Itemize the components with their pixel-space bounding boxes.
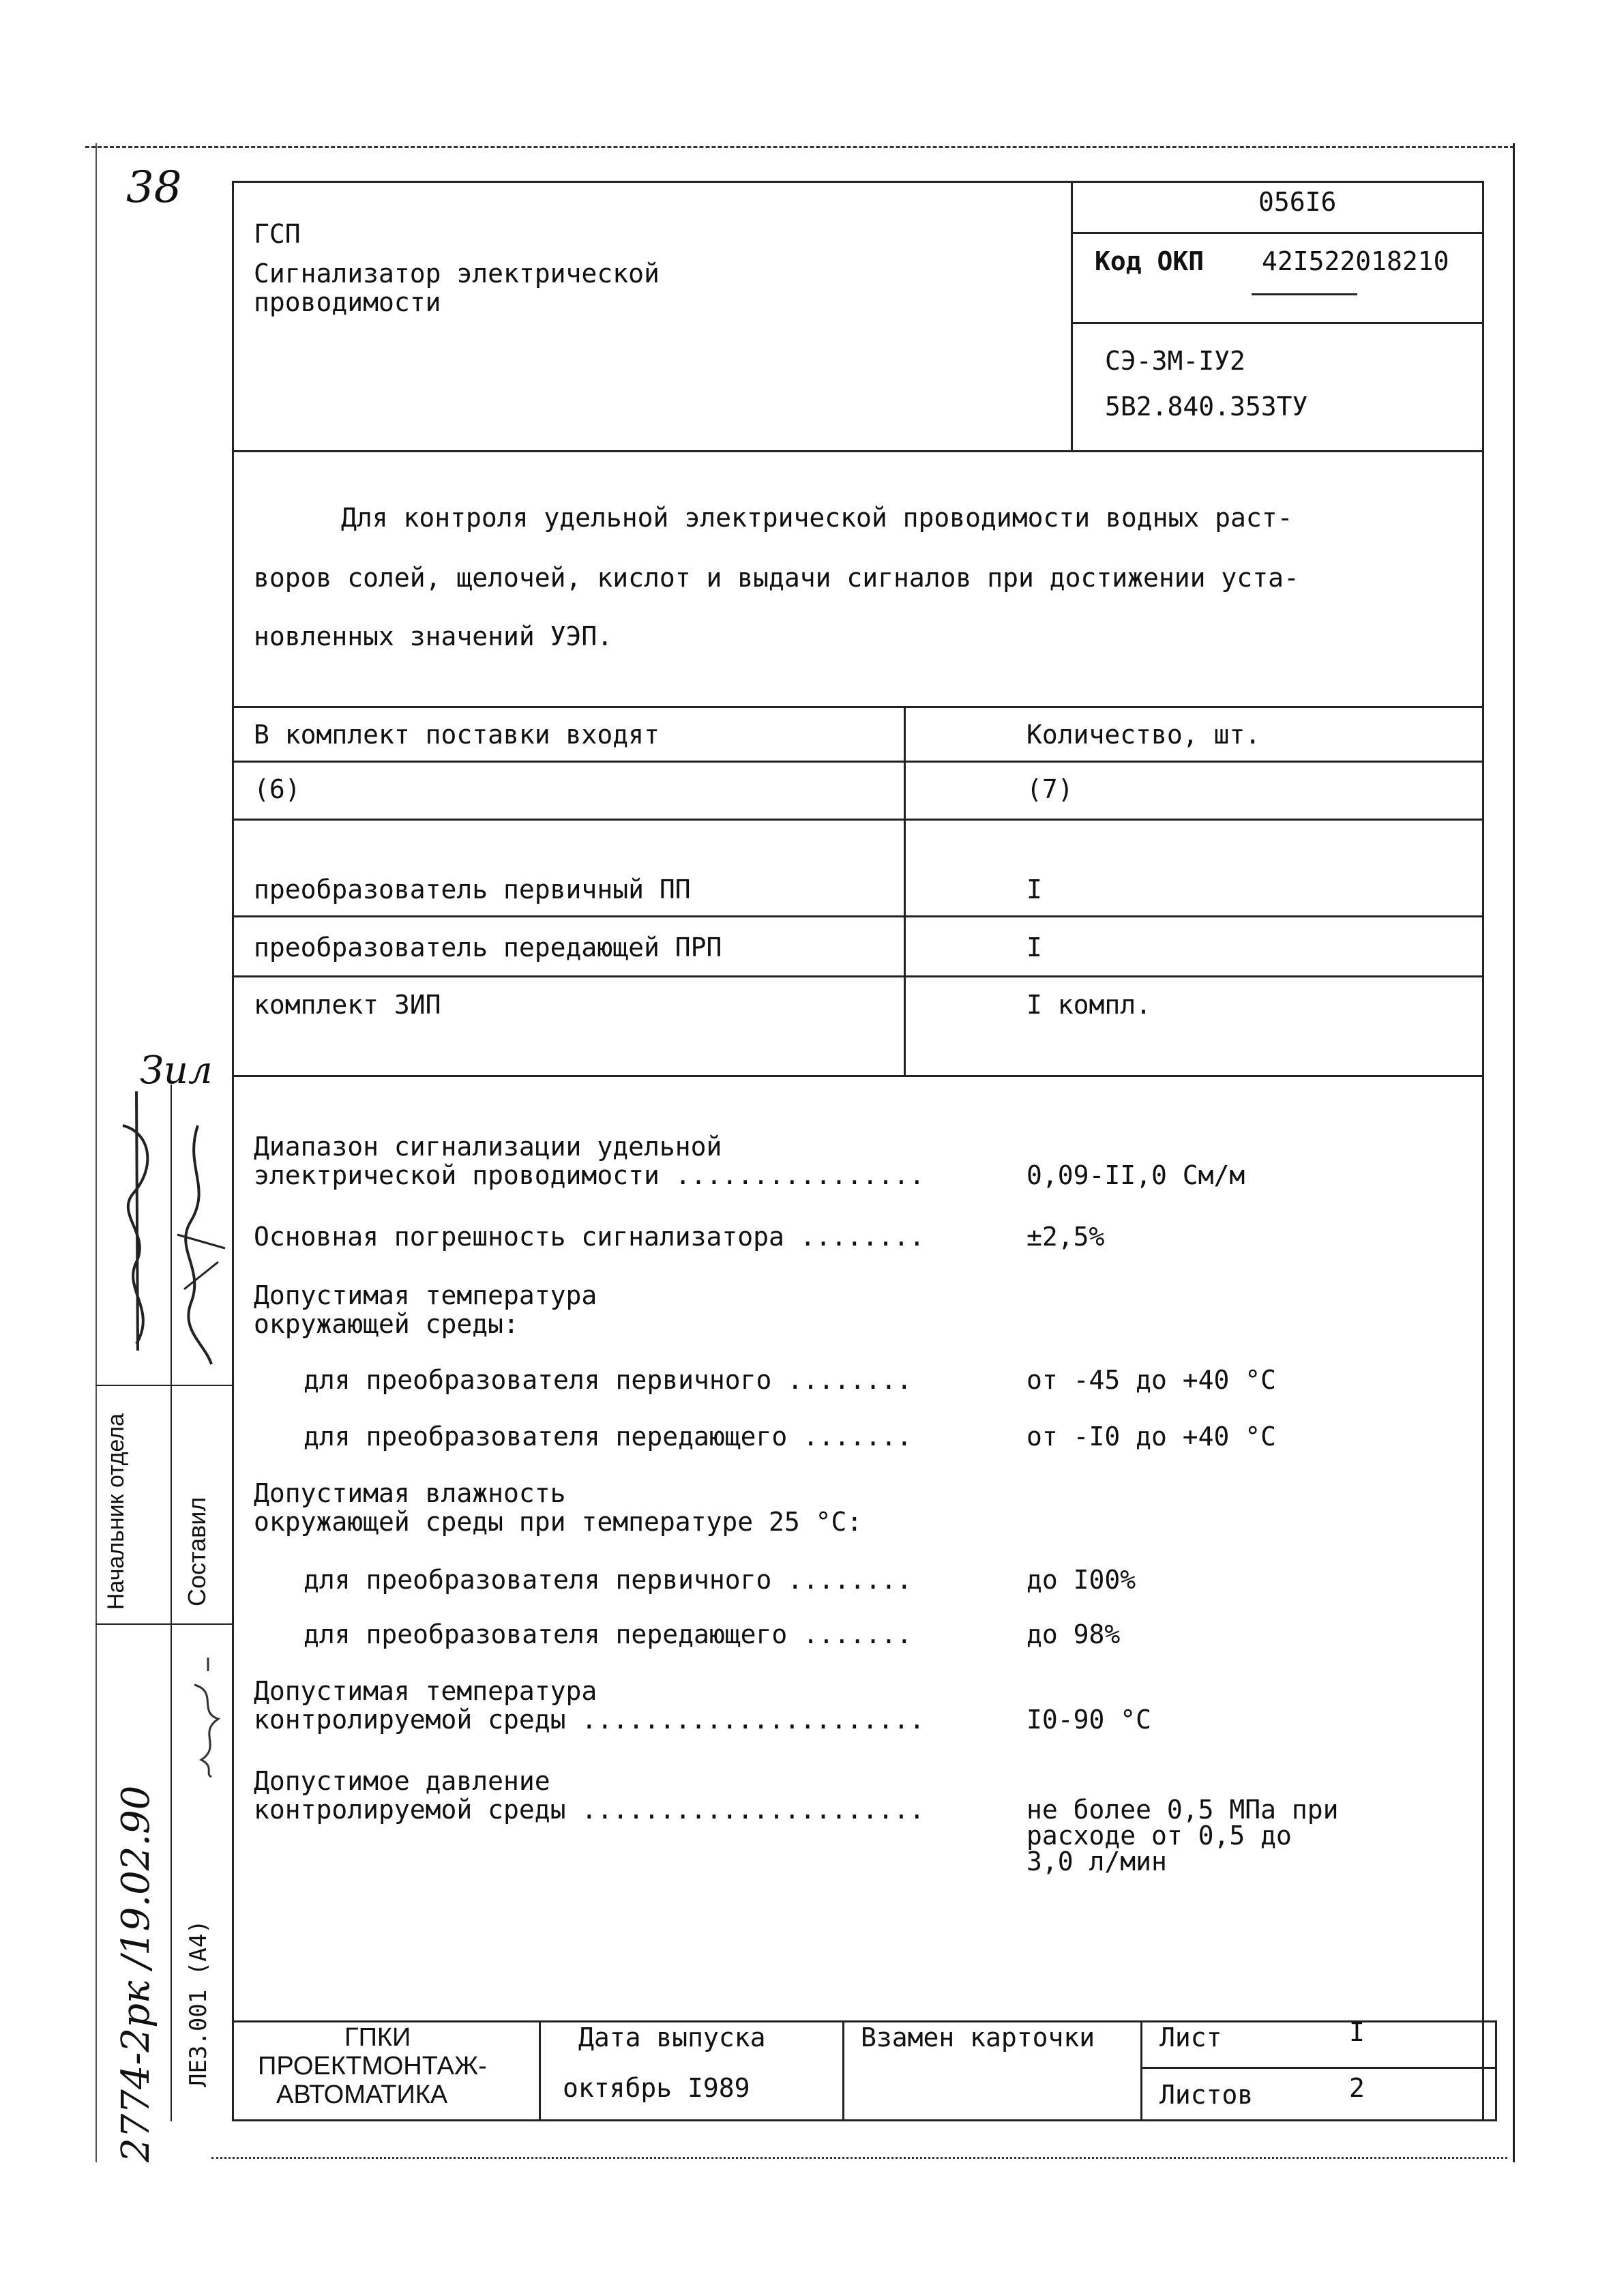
spec-pressure-value-2: расходе от 0,5 до — [1026, 1821, 1292, 1851]
okp-underline — [1252, 293, 1357, 295]
table-row-qty: I компл. — [1026, 990, 1152, 1020]
spec-ambtemp-label-2: окружающей среды: — [254, 1309, 519, 1339]
stamp-handwritten: 2774-2рк /19.02.90 — [114, 1785, 158, 2162]
header-bottom-border — [232, 450, 1483, 452]
header-line-2 — [1071, 322, 1483, 324]
table-line-2 — [232, 819, 1483, 821]
sheet-label: Лист — [1159, 2022, 1222, 2052]
side-line-2 — [95, 1623, 232, 1625]
header-divider — [1071, 181, 1073, 452]
spec-humidity-trans-value: до 98% — [1026, 1619, 1121, 1649]
spec-medtemp-label-2: контролируемой среды ...................... — [254, 1705, 925, 1735]
header-line-1 — [1071, 232, 1483, 234]
purpose-line1: Для контроля удельной электрической проводимости водных раст- — [341, 503, 1293, 533]
head-of-department-label: Начальник отдела — [103, 1413, 129, 1610]
spec-humidity-primary-label: для преобразователя первичного ........ — [304, 1565, 913, 1595]
page-top-border — [85, 146, 1514, 148]
table-header-qty: Количество, шт. — [1026, 720, 1261, 750]
spec-pressure-value-3: 3,0 л/мин — [1026, 1846, 1167, 1876]
table-bottom-border — [232, 1075, 1483, 1077]
table-top-border — [232, 706, 1483, 708]
page-bottom-border — [211, 2157, 1507, 2159]
handwritten-initials: Зил — [140, 1048, 213, 1093]
footer-sheet-divider — [1140, 2067, 1495, 2069]
signature-scribbles — [95, 1085, 239, 1371]
page-right-border — [1513, 143, 1515, 2162]
spec-pressure-label-1: Допустимое давление — [254, 1766, 550, 1796]
spec-pressure-value-1: не более 0,5 МПа при — [1026, 1795, 1339, 1825]
purpose-line2: воров солей, щелочей, кислот и выдачи сигналов при достижении уста- — [254, 563, 1299, 593]
table-row-item: преобразователь первичный ПП — [254, 874, 691, 904]
spec-humidity-primary-value: до I00% — [1026, 1565, 1136, 1595]
table-col-number-6: (6) — [254, 774, 301, 804]
spec-range-value: 0,09-II,0 См/м — [1026, 1160, 1245, 1190]
footer-divider-1 — [539, 2020, 541, 2121]
spec-medtemp-label-1: Допустимая температура — [254, 1676, 597, 1706]
table-line-4 — [232, 975, 1483, 977]
footer-org-line1: ГПКИ — [344, 2023, 411, 2052]
spec-medtemp-value: I0-90 °С — [1026, 1705, 1152, 1735]
footer-org-line2: ПРОЕКТМОНТАЖ- — [258, 2052, 487, 2080]
header-title-line2: проводимости — [254, 287, 441, 317]
footer-divider-2 — [842, 2020, 844, 2121]
spec-range-label-1: Диапазон сигнализации удельной — [254, 1132, 722, 1162]
spec-code: 5В2.840.353ТУ — [1105, 392, 1308, 422]
spec-ambtemp-trans-value: от -I0 до +40 °С — [1026, 1422, 1277, 1452]
card-bottom-border — [232, 2119, 1497, 2121]
model-code: СЭ-3М-IУ2 — [1105, 346, 1245, 376]
footer-divider-3 — [1140, 2020, 1142, 2121]
okp-label: Код ОКП — [1095, 246, 1204, 276]
spec-humidity-label-1: Допустимая влажность — [254, 1478, 566, 1508]
sheets-total-value: 2 — [1349, 2073, 1365, 2103]
sheet-value: I — [1349, 2017, 1365, 2047]
table-row-item: комплект ЗИП — [254, 990, 441, 1020]
okp-value: 42I522018210 — [1262, 246, 1449, 276]
spec-range-label-2: электрической проводимости ................ — [254, 1160, 925, 1190]
handwritten-page-number: 38 — [126, 162, 182, 213]
replaces-card-label: Взамен карточки — [861, 2022, 1095, 2052]
spec-error-value: ±2,5% — [1026, 1222, 1105, 1252]
card-right-border — [1482, 181, 1484, 2121]
header-title-line1: Сигнализатор электрической — [254, 259, 660, 289]
spec-ambtemp-trans-label: для преобразователя передающего ....... — [304, 1422, 913, 1452]
table-line-3 — [232, 915, 1483, 917]
table-row-qty: I — [1026, 874, 1042, 904]
spec-pressure-label-2: контролируемой среды ...................... — [254, 1795, 925, 1825]
form-code: ЛЕЗ.001 (А4) — [185, 1919, 212, 2087]
side-line-1 — [95, 1385, 232, 1386]
header-gsp: ГСП — [254, 219, 301, 249]
card-top-border — [232, 181, 1483, 183]
spec-ambtemp-label-1: Допустимая температура — [254, 1280, 597, 1310]
spec-humidity-label-2: окружающей среды при температуре 25 °С: — [254, 1507, 863, 1537]
purpose-line3: новленных значений УЭП. — [254, 621, 613, 651]
release-date-label: Дата выпуска — [578, 2022, 766, 2052]
table-row-item: преобразователь передающей ПРП — [254, 932, 722, 962]
footer-right-border — [1495, 2020, 1497, 2121]
table-col-number-7: (7) — [1026, 774, 1074, 804]
header-number: 056I6 — [1258, 187, 1337, 217]
sheets-total-label: Листов — [1159, 2080, 1254, 2110]
footer-org-line3: АВТОМАТИКА — [276, 2080, 448, 2109]
spec-ambtemp-primary-value: от -45 до +40 °С — [1026, 1365, 1277, 1395]
spec-humidity-trans-label: для преобразователя передающего ....... — [304, 1619, 913, 1649]
table-header-items: В комплект поставки входят — [254, 720, 660, 750]
signature-scribble-small — [184, 1651, 232, 1780]
table-row-qty: I — [1026, 932, 1042, 962]
spec-error-label: Основная погрешность сигнализатора ........ — [254, 1222, 925, 1252]
author-label: Составил — [183, 1497, 211, 1606]
spec-ambtemp-primary-label: для преобразователя первичного ........ — [304, 1365, 913, 1395]
release-date-value: октябрь I989 — [563, 2073, 750, 2103]
table-line-1 — [232, 761, 1483, 763]
